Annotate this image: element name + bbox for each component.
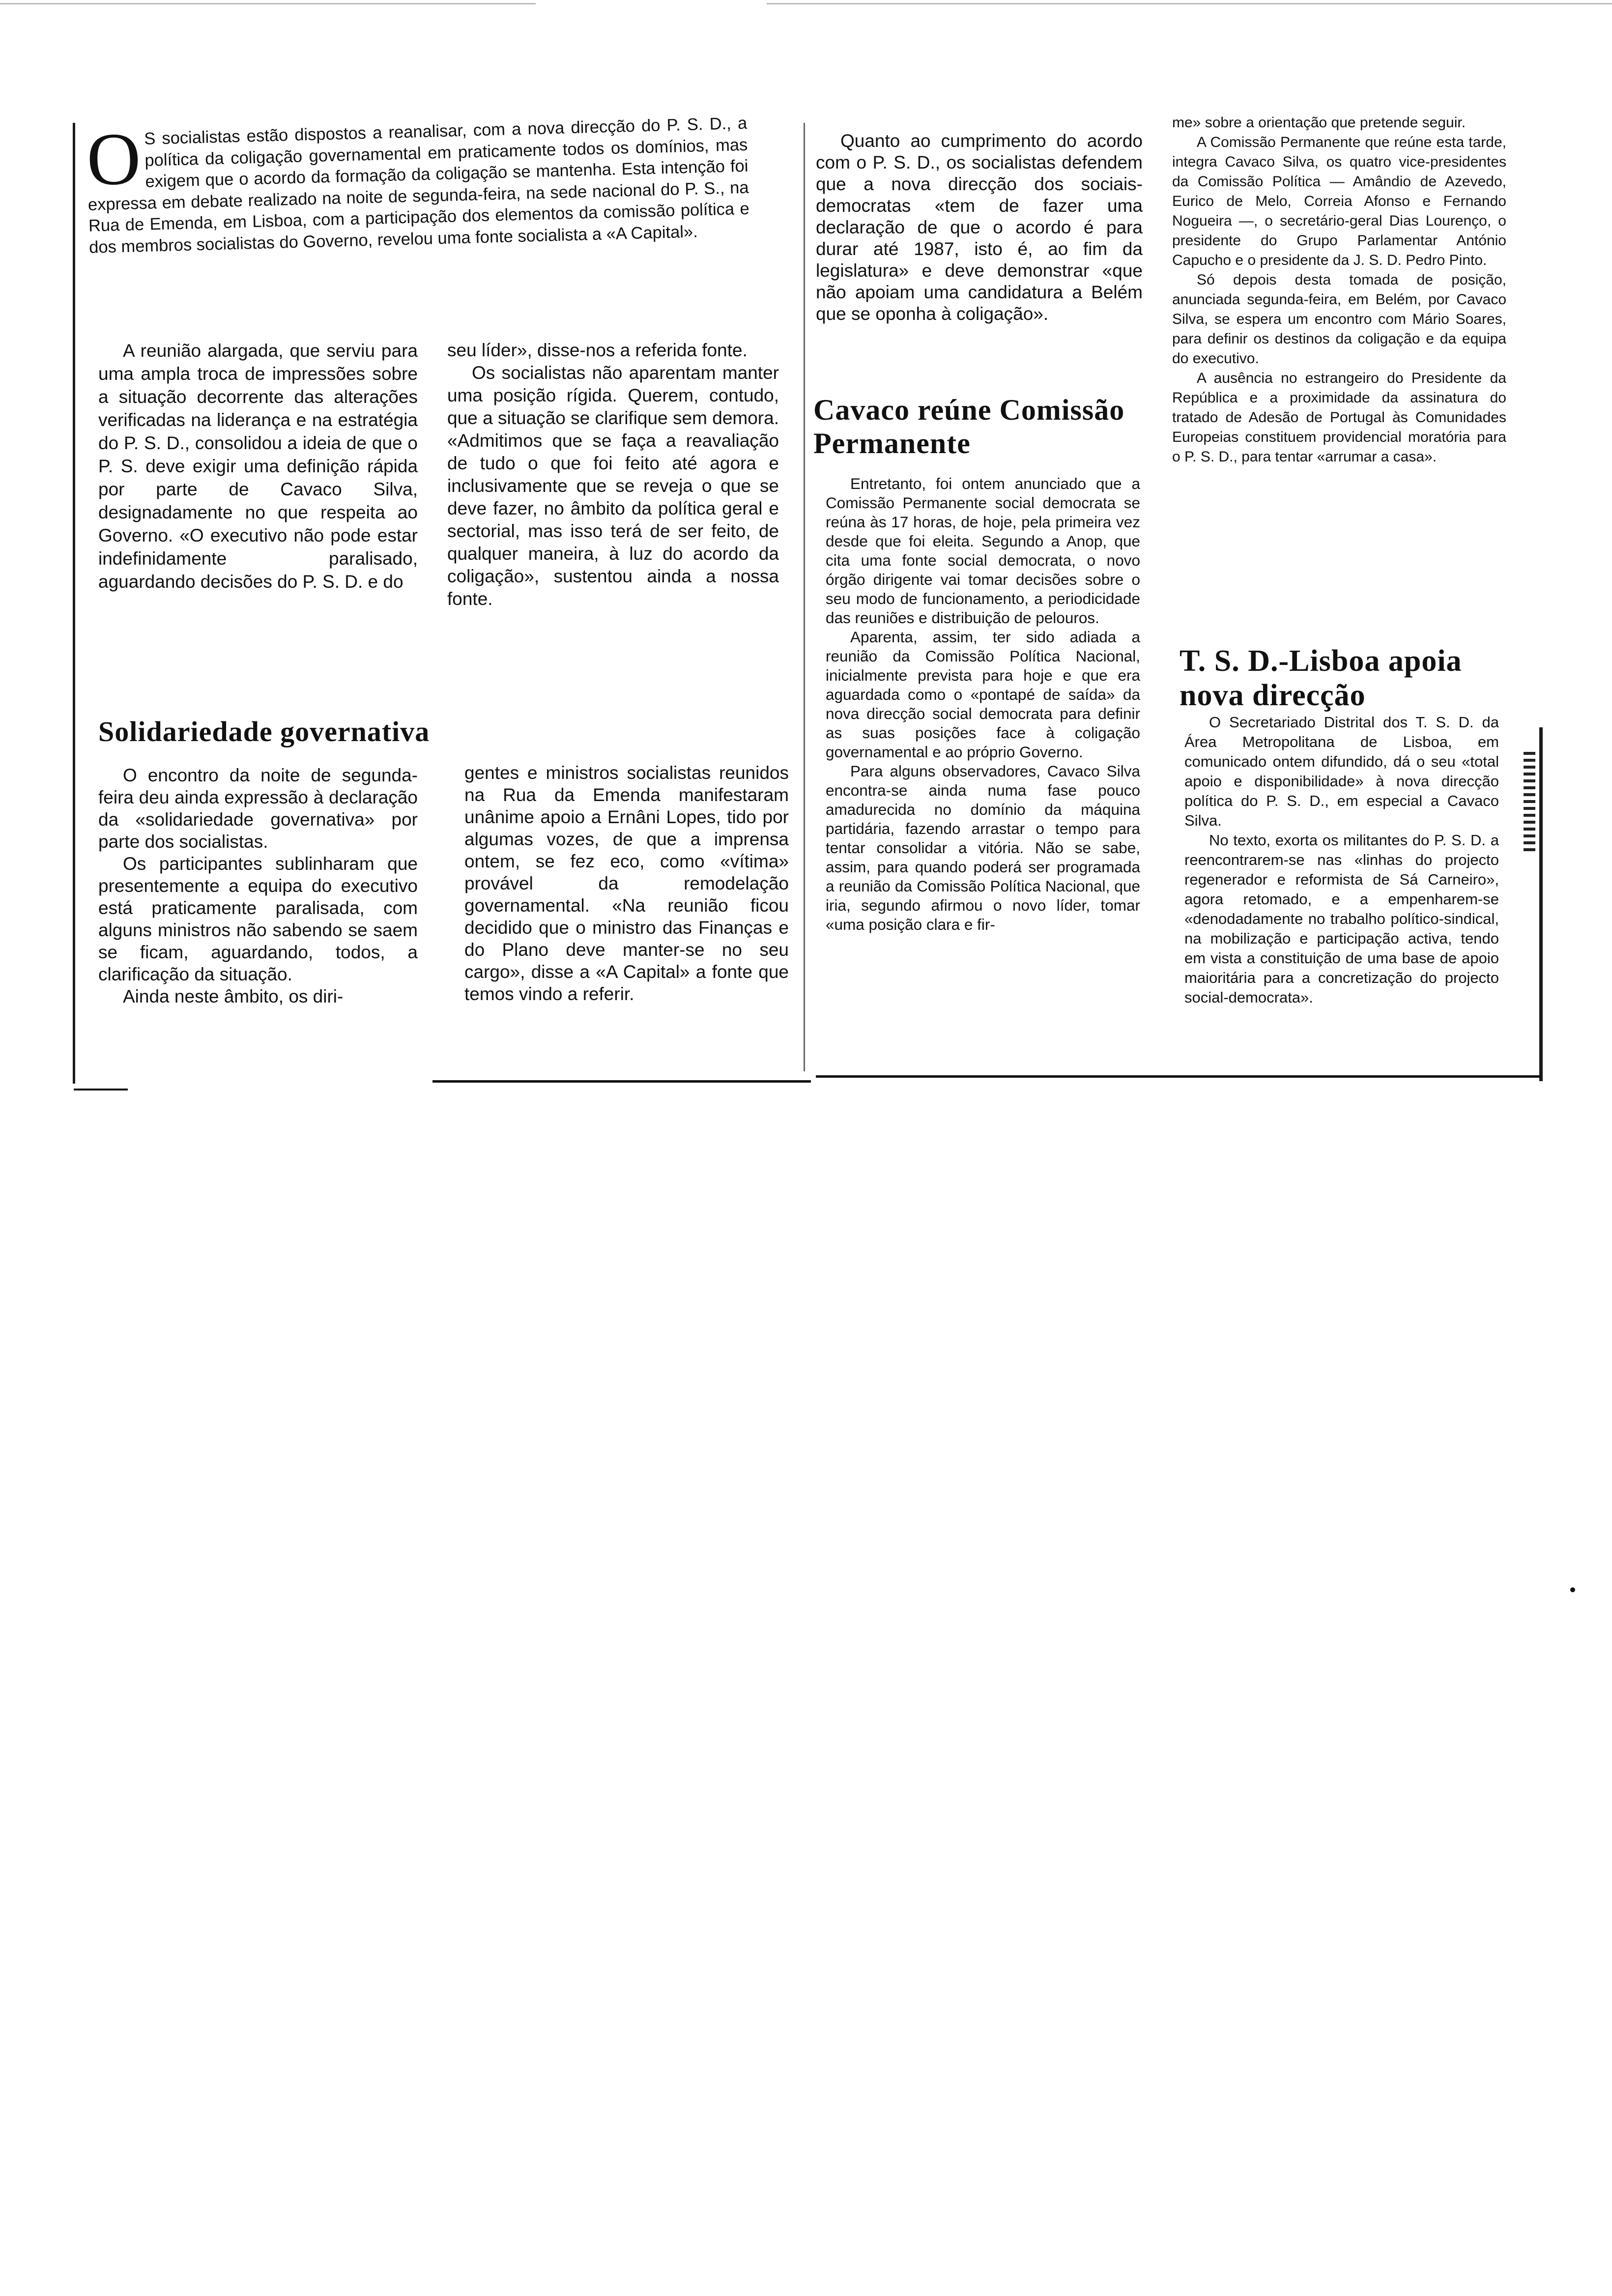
body-column-7 bbox=[1172, 113, 1506, 467]
left-column-rule bbox=[73, 123, 75, 1084]
body-column-4 bbox=[464, 762, 789, 1005]
top-edge-line bbox=[767, 3, 1612, 4]
bottom-rule bbox=[74, 1089, 128, 1091]
paragraph: me» sobre a orientação que pretende seguir. bbox=[1172, 115, 1466, 131]
paragraph: Entretanto, foi ontem anunciado que a Comissão Permanente social democrata se reúna às 17 horas, de hoje, pela primeira vez desde que foi eleita. Segundo a Anop, que cita uma fonte social democrata, o novo órgão dirigente vai tomar decisões sobre o seu modo de funcionamento, a periodicidade das reuniões e distribuição de pelouros. bbox=[826, 475, 1140, 627]
paragraph: Ainda neste âmbito, os diri- bbox=[123, 986, 344, 1006]
paragraph: Os socialistas não aparentam manter uma posição rígida. Querem, contudo, que a situação se clarifique sem demora. «Admitimos que se faça a reavaliação de tudo o que foi feito até agora e inclusivamente que se reveja o que se deve fazer, no âmbito da política geral e sectorial, mas isso terá de ser feito, de qualquer maneira, à luz do acordo da coligação», sustentou ainda a nossa fonte. bbox=[447, 363, 779, 609]
bottom-rule bbox=[816, 1075, 1541, 1078]
section-heading-cavaco: Cavaco reúne Comissão Permanente bbox=[813, 394, 1125, 459]
side-margin-marks bbox=[1524, 752, 1535, 855]
paragraph: A reunião alargada, que serviu para uma ampla troca de impressões sobre a situação decorrente das alterações verificadas na liderança e na estratégia do P. S. D., consolidou a ideia de que o P. S. deve exigir uma definição rápida por parte de Cavaco Silva, designadamente no que respeita ao Governo. «O executivo não pode estar indefinidamente paralisado, aguardando decisões do P. S. D. e do bbox=[98, 341, 418, 592]
body-column-2 bbox=[447, 339, 779, 610]
paragraph: Quanto ao cumprimento do acordo com o P. S. D., os socialistas defendem que a nova direcção dos sociais-democratas «tem de fazer uma declaração de que o acordo é para durar até 1987, isto é, ao fim da legislatura» e deve demonstrar «que não apoiam uma candidatura a Belém que se oponha à coligação». bbox=[816, 131, 1143, 324]
column-separator bbox=[804, 123, 805, 1071]
right-column-rule bbox=[1539, 727, 1543, 1081]
paragraph: Para alguns observadores, Cavaco Silva encontra-se ainda numa fase pouco amadurecida no domínio da máquina partidária, fazendo arrastar o tempo para tentar consolidar a vitória. Não se sabe, assim, para quando poderá ser programada a reunião da Comissão Política Nacional, que iria, segundo afirmou o novo líder, tomar «uma posição clara e fir- bbox=[826, 762, 1140, 933]
paragraph: A ausência no estrangeiro do Presidente da República e a proximidade da assinatura do tratado de Adesão de Portugal às Comunidades Europeias constituem providencial moratória para o P. S. D., para tentar «arrumar a casa». bbox=[1172, 370, 1506, 465]
paragraph: Os participantes sublinharam que presentemente a equipa do executivo está praticamente paralisada, com alguns ministros não sabendo se saem se ficam, aguardando, todos, a clarificação da situação. bbox=[98, 854, 418, 984]
speck-dot bbox=[1570, 1587, 1575, 1592]
bottom-rule bbox=[432, 1080, 811, 1083]
paragraph: seu líder», disse-nos a referida fonte. bbox=[447, 340, 748, 360]
paragraph: Só depois desta tomada de posição, anunciada segunda-feira, em Belém, por Cavaco Silva, se espera um encontro com Mário Soares, para definir os destinos da coligação e da equipa do executivo. bbox=[1172, 272, 1506, 367]
paragraph: A Comissão Permanente que reúne esta tarde, integra Cavaco Silva, os quatro vice-presidentes da Comissão Política — Amândio de Azevedo, Eurico de Melo, Correia Afonso e Fernando Nogueira —, o secretário-geral Dias Lourenço, o presidente do Grupo Parlamentar António Capucho e o presidente da J. S. D. Pedro Pinto. bbox=[1172, 134, 1506, 268]
lead-text: S socialistas estão dispostos a reanalisar, com a nova direcção do P. S. D., a política da coligação governamental em praticamente todos os domínios, mas exigem que o acordo da formação da coligação se mantenha. Esta intenção foi expressa em debate realizado na noite de segunda-feira, na sede nacional do P. S., na Rua de Emenda, em Lisboa, com a participação dos elementos da comissão política e dos membros socialistas do Governo, revelou uma fonte socialista a «A Capital». bbox=[87, 114, 750, 257]
body-column-8 bbox=[1184, 713, 1499, 1007]
paragraph: No texto, exorta os militantes do P. S. D. a reencontrarem-se nas «linhas do projecto regenerador e reformista de Sá Carneiro», agora retomado, e a empenharem-se «denodadamente no trabalho político-sindical, na mobilização e participação activa, tendo em vista a constituição de uma base de apoio maioritária para a concretização do projecto social-democrata». bbox=[1184, 832, 1499, 1006]
paragraph: O encontro da noite de segunda-feira deu ainda expressão à declaração da «solidariedade governativa» por parte dos socialistas. bbox=[98, 765, 418, 852]
body-column-1 bbox=[98, 339, 418, 593]
paragraph: O Secretariado Distrital dos T. S. D. da Área Metropolitana de Lisboa, em comunicado ontem difundido, dá o seu «total apoio e disponibilidade» à nova direcção política do P. S. D., em especial a Cavaco Silva. bbox=[1184, 714, 1499, 829]
body-column-3 bbox=[98, 764, 418, 1007]
body-column-5 bbox=[816, 130, 1143, 325]
section-heading-tsd-lisboa: T. S. D.-Lisboa apoia nova direcção bbox=[1180, 644, 1462, 712]
section-heading-solidariedade: Solidariedade governativa bbox=[98, 716, 430, 747]
lead-paragraph bbox=[86, 113, 750, 258]
paragraph: Aparenta, assim, ter sido adiada a reunião da Comissão Política Nacional, inicialmente prevista para hoje e que era aguardada como o «pontapé de saída» da nova direcção social democrata para definir as suas posições face à coligação governamental e ao próprio Governo. bbox=[826, 628, 1140, 761]
drop-cap: O bbox=[86, 117, 142, 201]
top-edge-line bbox=[0, 3, 536, 4]
body-column-6 bbox=[826, 474, 1140, 934]
paragraph: gentes e ministros socialistas reunidos na Rua da Emenda manifestaram unânime apoio a Ernâni Lopes, tido por algumas vozes, de que a imprensa ontem, se fez eco, como «vítima» provável da remodelação governamental. «Na reunião ficou decidido que o ministro das Finanças e do Plano deve manter-se no seu cargo», disse a «A Capital» a fonte que temos vindo a referir. bbox=[464, 763, 789, 1004]
